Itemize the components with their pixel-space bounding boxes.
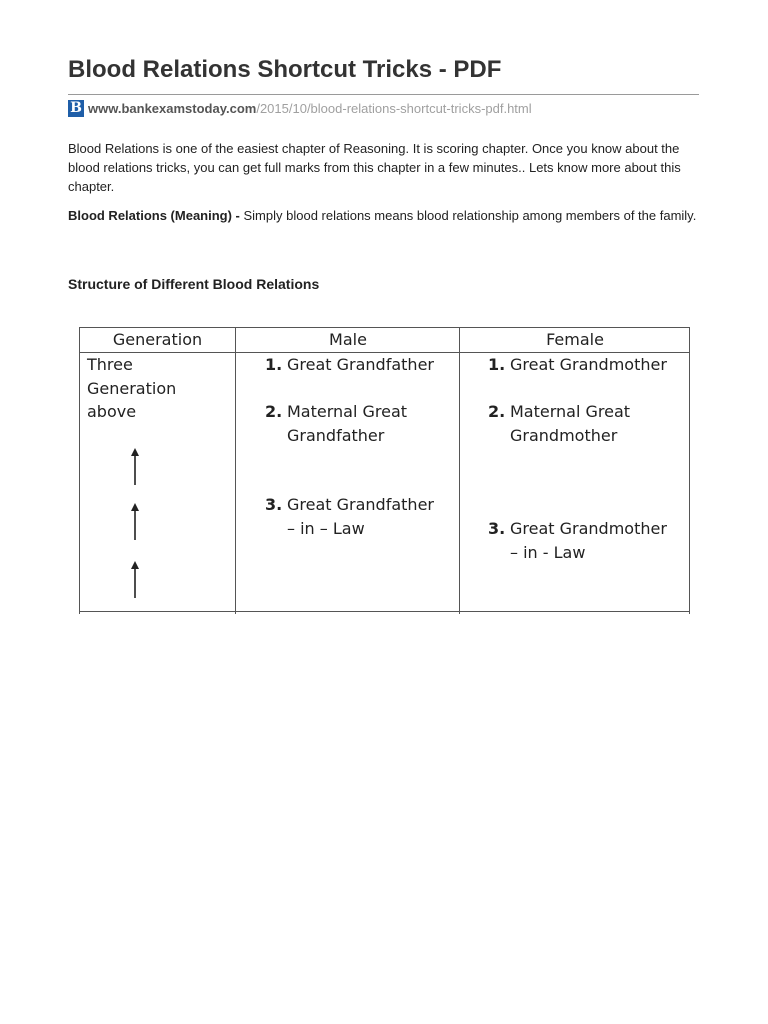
- item-text: [287, 353, 434, 377]
- up-arrow-icon: [128, 503, 142, 541]
- source-path[interactable]: /2015/10/blood-relations-shortcut-tricks-pdf.html: [256, 100, 532, 116]
- item-number: 3.: [265, 495, 283, 514]
- item-text: [510, 517, 667, 564]
- item-number: 3.: [488, 519, 506, 538]
- intro-paragraph: Blood Relations is one of the easiest chapter of Reasoning. It is scoring chapter. Once you know about the blood relations tricks, you can get full marks from this chapter in a few minutes.. Lets know more about this chapter.: [68, 141, 681, 194]
- bankexamstoday-logo-icon: B: [68, 100, 84, 117]
- item-number: 2.: [265, 402, 283, 421]
- table-border-bottom: [79, 611, 690, 612]
- item-text: [287, 400, 407, 447]
- item-number: 1.: [488, 355, 506, 374]
- header-male: Male: [329, 330, 367, 349]
- table-border-left: [79, 327, 80, 614]
- item-line: – in - Law: [510, 542, 586, 562]
- table-border-right: [689, 327, 690, 614]
- meaning-text: Simply blood relations means blood relationship among members of the family.: [239, 208, 697, 223]
- meaning-paragraph: [68, 206, 708, 225]
- item-line: Maternal Great: [510, 402, 631, 421]
- generation-line: Generation: [87, 378, 177, 398]
- item-line: Great Grandfather: [287, 495, 434, 514]
- source-link[interactable]: [68, 99, 532, 117]
- generation-line: above: [87, 402, 137, 421]
- item-line: Grandmother: [510, 425, 618, 445]
- item-line: Great Grandmother: [510, 355, 667, 374]
- generation-cell: [87, 353, 176, 424]
- item-line: Maternal Great: [287, 402, 408, 421]
- item-line: Grandfather: [287, 425, 385, 445]
- table-column-divider-2: [459, 327, 460, 614]
- generation-line: Three: [87, 355, 133, 374]
- header-female: Female: [546, 330, 604, 349]
- document-title: Blood Relations Shortcut Tricks - PDF: [68, 56, 502, 83]
- item-line: – in – Law: [287, 518, 365, 538]
- source-domain[interactable]: www.bankexamstoday.com: [88, 100, 257, 116]
- header-generation: Generation: [112, 330, 203, 349]
- up-arrow-icon: [128, 561, 142, 599]
- up-arrow-icon: [128, 448, 142, 486]
- section-heading: Structure of Different Blood Relations: [68, 276, 320, 292]
- item-text: [510, 353, 667, 377]
- item-text: [287, 493, 434, 540]
- item-number: 1.: [265, 355, 283, 374]
- item-text: [510, 400, 630, 447]
- blood-relations-table-figure: [79, 327, 690, 614]
- table-column-divider-1: [235, 327, 236, 614]
- item-line: Great Grandmother: [510, 519, 667, 538]
- meaning-label: Blood Relations (Meaning) -: [68, 208, 240, 223]
- table-border-top: [79, 327, 690, 328]
- item-number: 2.: [488, 402, 506, 421]
- item-line: Great Grandfather: [287, 355, 434, 374]
- title-divider: [68, 94, 699, 95]
